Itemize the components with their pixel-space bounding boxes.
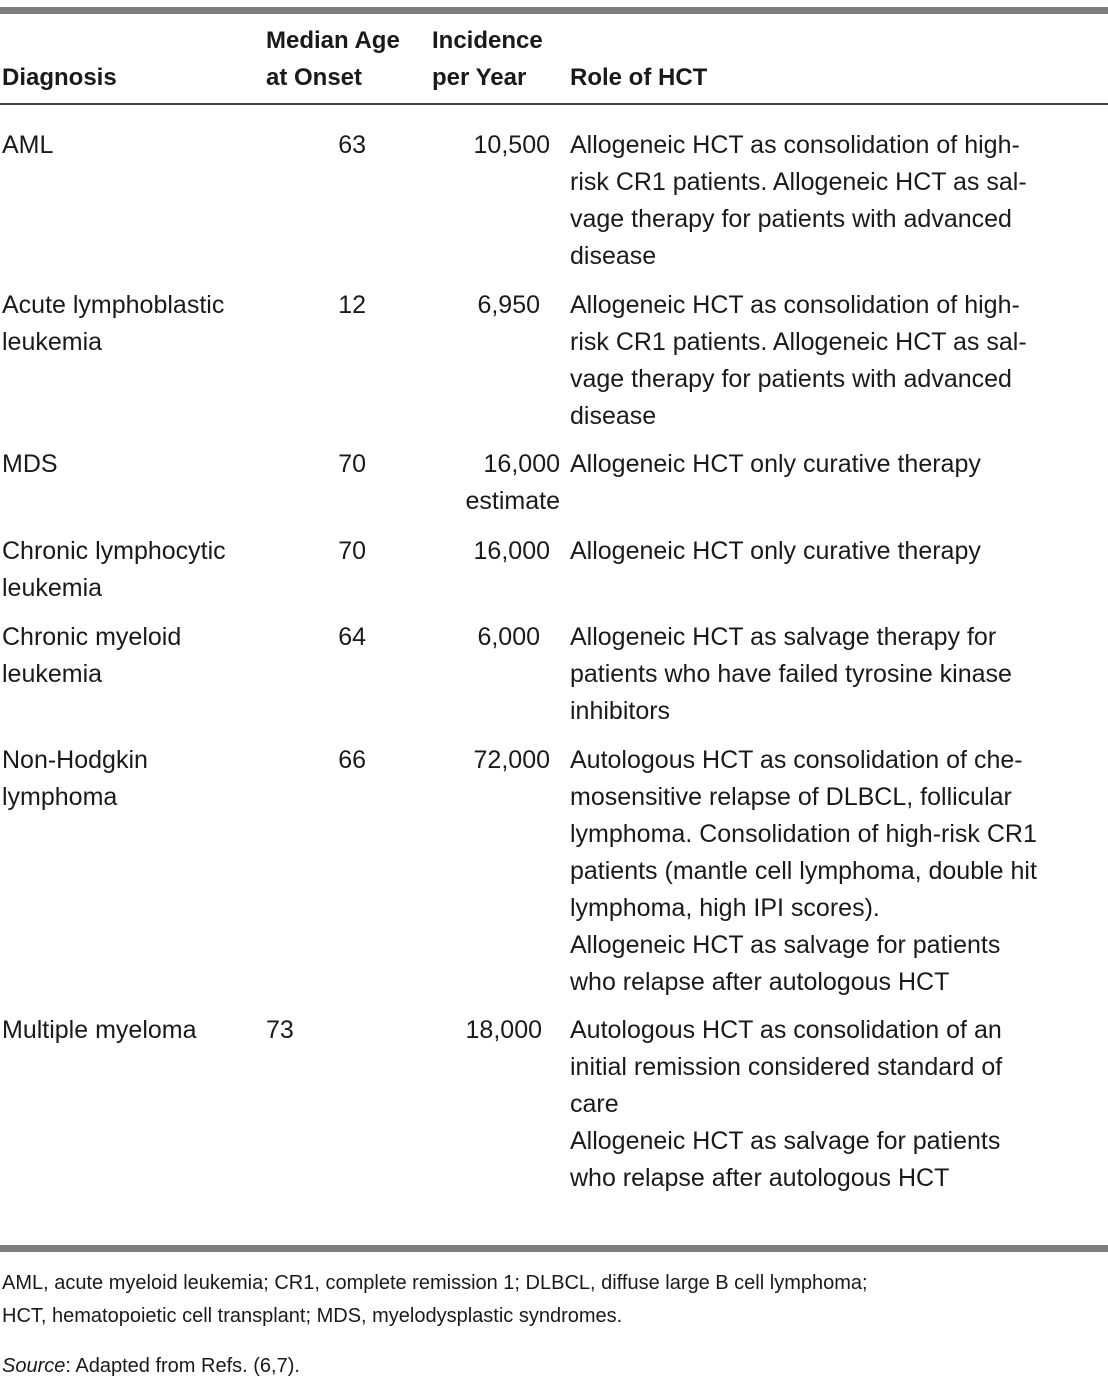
cell-incidence: 18,000: [465, 1016, 542, 1044]
cell-median-age: 63: [338, 131, 366, 159]
cell-median-age: 70: [338, 450, 366, 478]
cell-incidence: 6,000: [477, 623, 540, 651]
cell-diagnosis: AML: [2, 131, 54, 159]
cell-role: Allogeneic HCT as salvage therapy for patients who have failed tyrosine kinase inhibitors: [570, 623, 1012, 725]
cell-median-age: 66: [338, 746, 366, 774]
cell-role: Autologous HCT as consolidation of an initial remission considered standard of care Allogeneic HCT as salvage for patients who relapse after autologous HCT: [570, 1016, 1003, 1192]
cell-diagnosis: Multiple myeloma: [2, 1016, 197, 1044]
source-text: : Adapted from Refs. (6,7).: [65, 1355, 300, 1377]
cell-role: Allogeneic HCT as consolidation of high- risk CR1 patients. Allogeneic HCT as sal- vage therapy for patients with advanced disease: [570, 131, 1027, 270]
cell-role: Autologous HCT as consolidation of che- mosensitive relapse of DLBCL, follicular lymphoma. Consolidation of high-risk CR1 patients (mantle cell lymphoma, double hit lymphoma, high IPI scores). Allogeneic HCT as salvage for patients who relapse after autologous HCT: [570, 746, 1037, 996]
cell-role: Allogeneic HCT only curative therapy: [570, 537, 981, 565]
header-median-age-line2: at Onset: [266, 64, 363, 91]
cell-diagnosis: Chronic lymphocytic leukemia: [2, 537, 226, 602]
header-incidence-line1: Incidence: [432, 27, 543, 54]
source-label: Source: [2, 1355, 66, 1377]
cell-incidence: 16,000 estimate: [465, 450, 560, 515]
header-diagnosis: Diagnosis: [2, 64, 117, 91]
table-bottom-rule: [0, 1245, 1108, 1252]
cell-incidence: 10,500: [473, 131, 550, 159]
cell-incidence: 16,000: [473, 537, 550, 565]
header-median-age-line1: Median Age: [266, 27, 400, 54]
cell-diagnosis: Non-Hodgkin lymphoma: [2, 746, 148, 811]
table-top-rule: [0, 7, 1108, 14]
cell-median-age: 70: [338, 537, 366, 565]
cell-incidence: 6,950: [477, 291, 540, 319]
cell-diagnosis: Acute lymphoblastic leukemia: [2, 291, 225, 356]
cell-diagnosis: MDS: [2, 450, 58, 478]
header-rule: [0, 103, 1108, 105]
source-line: [2, 1350, 1102, 1383]
cell-role: Allogeneic HCT only curative therapy: [570, 450, 981, 478]
cell-role: Allogeneic HCT as consolidation of high- risk CR1 patients. Allogeneic HCT as sal- vage therapy for patients with advanced disease: [570, 291, 1027, 430]
cell-median-age: 64: [338, 623, 366, 651]
cell-median-age: 73: [266, 1016, 294, 1044]
cell-incidence: 72,000: [473, 746, 550, 774]
header-role-of-hct: Role of HCT: [570, 64, 708, 91]
cell-diagnosis: Chronic myeloid leukemia: [2, 623, 182, 688]
header-incidence-line2: per Year: [432, 64, 527, 91]
cell-median-age: 12: [338, 291, 366, 319]
table-footnote: AML, acute myeloid leukemia; CR1, complete remission 1; DLBCL, diffuse large B cell lymphoma; HCT, hematopoietic cell transplant; MDS, myelodysplastic syndromes.: [2, 1272, 868, 1327]
